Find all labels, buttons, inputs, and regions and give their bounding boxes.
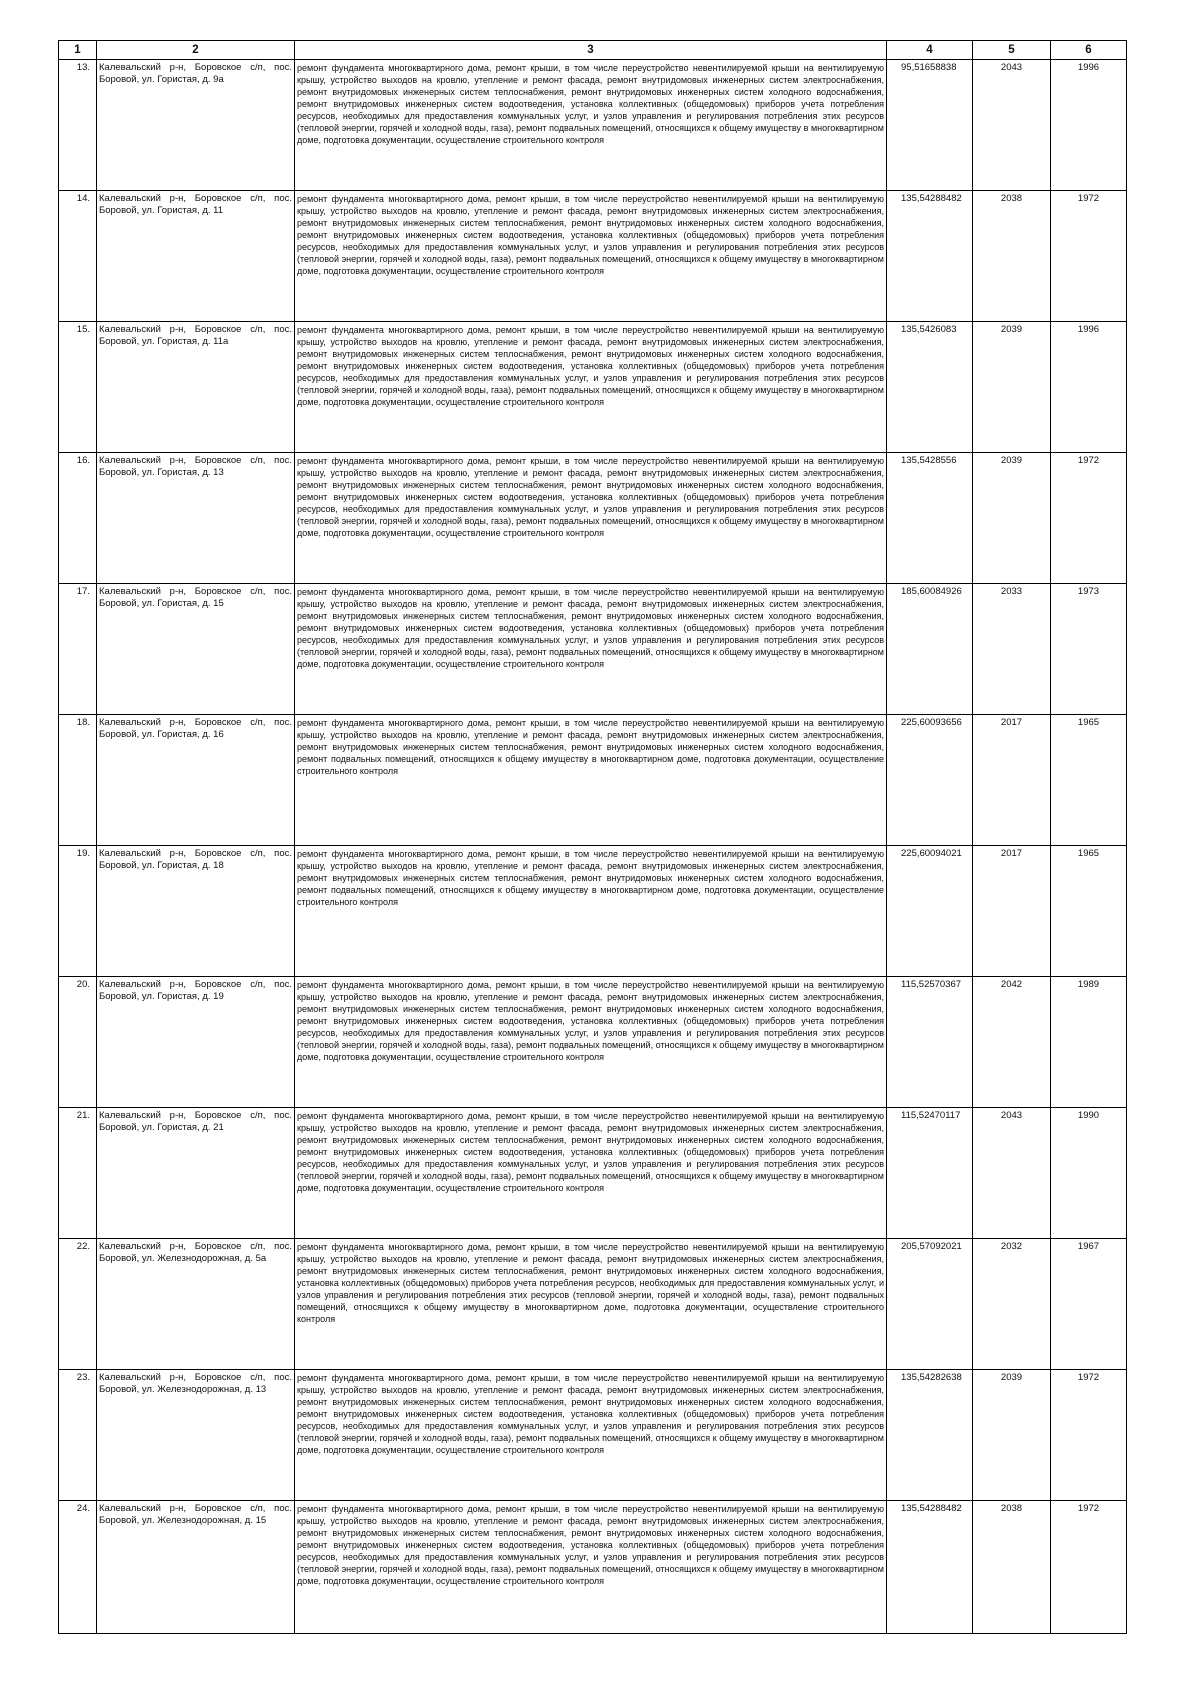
address-cell: Калевальский р-н, Боровское с/п, пос. Боровой, ул. Железнодорожная, д. 5а <box>97 1239 295 1370</box>
works-cell: ремонт фундамента многоквартирного дома, ремонт крыши, в том числе переустройство невентилируемой крыши на вентилируемую крышу, устройство выходов на кровлю, утепление и ремонт фасада, ремонт внутридомовых инженерных систем электроснабжения, ремонт внутридомовых инженерных систем теплоснабжения, ремонт внутридомовых инженерных систем холодного водоснабжения, ремонт подвальных помещений, относящихся к общему имуществу в многоквартирном доме, подготовка документации, осуществление строительного контроля <box>295 846 887 977</box>
year-built-cell: 1965 <box>1051 846 1127 977</box>
table-row <box>59 584 1127 715</box>
year-planned-cell: 2039 <box>973 453 1051 584</box>
year-built-cell: 1989 <box>1051 977 1127 1108</box>
table-row <box>59 977 1127 1108</box>
address-cell: Калевальский р-н, Боровское с/п, пос. Боровой, ул. Гористая, д. 21 <box>97 1108 295 1239</box>
table-row <box>59 191 1127 322</box>
row-number: 17. <box>59 584 97 715</box>
works-cell: ремонт фундамента многоквартирного дома, ремонт крыши, в том числе переустройство невентилируемой крыши на вентилируемую крышу, устройство выходов на кровлю, утепление и ремонт фасада, ремонт внутридомовых инженерных систем электроснабжения, ремонт внутридомовых инженерных систем теплоснабжения, ремонт внутридомовых инженерных систем холодного водоснабжения, ремонт внутридомовых инженерных систем водоотведения, установка коллективных (общедомовых) приборов учета потребления ресурсов, необходимых для предоставления коммунальных услуг, и узлов управления и регулирования потребления этих ресурсов (тепловой энергии, горячей и холодной воды, газа), ремонт подвальных помещений, относящихся к общему имуществу в многоквартирном доме, подготовка документации, осуществление строительного контроля <box>295 1370 887 1501</box>
row-number: 16. <box>59 453 97 584</box>
cost-cell: 115,52470117 <box>887 1108 973 1239</box>
year-planned-cell: 2043 <box>973 1108 1051 1239</box>
address-cell: Калевальский р-н, Боровское с/п, пос. Боровой, ул. Гористая, д. 15 <box>97 584 295 715</box>
cost-cell: 225,60094021 <box>887 846 973 977</box>
table-row <box>59 1239 1127 1370</box>
column-header-4: 4 <box>887 41 973 60</box>
cost-cell: 185,60084926 <box>887 584 973 715</box>
table-row <box>59 715 1127 846</box>
table-row <box>59 1501 1127 1634</box>
works-cell: ремонт фундамента многоквартирного дома, ремонт крыши, в том числе переустройство невентилируемой крыши на вентилируемую крышу, устройство выходов на кровлю, утепление и ремонт фасада, ремонт внутридомовых инженерных систем электроснабжения, ремонт внутридомовых инженерных систем теплоснабжения, ремонт внутридомовых инженерных систем холодного водоснабжения, ремонт внутридомовых инженерных систем водоотведения, установка коллективных (общедомовых) приборов учета потребления ресурсов, необходимых для предоставления коммунальных услуг, и узлов управления и регулирования потребления этих ресурсов (тепловой энергии, горячей и холодной воды, газа), ремонт подвальных помещений, относящихся к общему имуществу в многоквартирном доме, подготовка документации, осуществление строительного контроля <box>295 977 887 1108</box>
year-built-cell: 1990 <box>1051 1108 1127 1239</box>
table-row <box>59 60 1127 191</box>
year-planned-cell: 2017 <box>973 715 1051 846</box>
works-cell: ремонт фундамента многоквартирного дома, ремонт крыши, в том числе переустройство невентилируемой крыши на вентилируемую крышу, устройство выходов на кровлю, утепление и ремонт фасада, ремонт внутридомовых инженерных систем электроснабжения, ремонт внутридомовых инженерных систем теплоснабжения, ремонт внутридомовых инженерных систем холодного водоснабжения, ремонт внутридомовых инженерных систем водоотведения, установка коллективных (общедомовых) приборов учета потребления ресурсов, необходимых для предоставления коммунальных услуг, и узлов управления и регулирования потребления этих ресурсов (тепловой энергии, горячей и холодной воды, газа), ремонт подвальных помещений, относящихся к общему имуществу в многоквартирном доме, подготовка документации, осуществление строительного контроля <box>295 1108 887 1239</box>
address-cell: Калевальский р-н, Боровское с/п, пос. Боровой, ул. Гористая, д. 18 <box>97 846 295 977</box>
year-built-cell: 1973 <box>1051 584 1127 715</box>
column-header-2: 2 <box>97 41 295 60</box>
row-number: 15. <box>59 322 97 453</box>
year-built-cell: 1967 <box>1051 1239 1127 1370</box>
table-row <box>59 322 1127 453</box>
year-planned-cell: 2043 <box>973 60 1051 191</box>
row-number: 18. <box>59 715 97 846</box>
address-cell: Калевальский р-н, Боровское с/п, пос. Боровой, ул. Гористая, д. 16 <box>97 715 295 846</box>
column-header-6: 6 <box>1051 41 1127 60</box>
year-planned-cell: 2033 <box>973 584 1051 715</box>
column-header-5: 5 <box>973 41 1051 60</box>
works-cell: ремонт фундамента многоквартирного дома, ремонт крыши, в том числе переустройство невентилируемой крыши на вентилируемую крышу, устройство выходов на кровлю, утепление и ремонт фасада, ремонт внутридомовых инженерных систем электроснабжения, ремонт внутридомовых инженерных систем теплоснабжения, ремонт внутридомовых инженерных систем холодного водоснабжения, ремонт внутридомовых инженерных систем водоотведения, установка коллективных (общедомовых) приборов учета потребления ресурсов, необходимых для предоставления коммунальных услуг, и узлов управления и регулирования потребления этих ресурсов (тепловой энергии, горячей и холодной воды, газа), ремонт подвальных помещений, относящихся к общему имуществу в многоквартирном доме, подготовка документации, осуществление строительного контроля <box>295 60 887 191</box>
year-built-cell: 1996 <box>1051 322 1127 453</box>
table-row <box>59 1370 1127 1501</box>
address-cell: Калевальский р-н, Боровское с/п, пос. Боровой, ул. Гористая, д. 11 <box>97 191 295 322</box>
year-planned-cell: 2038 <box>973 191 1051 322</box>
year-built-cell: 1972 <box>1051 191 1127 322</box>
year-planned-cell: 2039 <box>973 322 1051 453</box>
works-table <box>58 40 1127 1634</box>
row-number: 21. <box>59 1108 97 1239</box>
column-header-3: 3 <box>295 41 887 60</box>
year-built-cell: 1972 <box>1051 1370 1127 1501</box>
address-cell: Калевальский р-н, Боровское с/п, пос. Боровой, ул. Гористая, д. 11а <box>97 322 295 453</box>
cost-cell: 135,54288482 <box>887 1501 973 1634</box>
works-cell: ремонт фундамента многоквартирного дома, ремонт крыши, в том числе переустройство невентилируемой крыши на вентилируемую крышу, устройство выходов на кровлю, утепление и ремонт фасада, ремонт внутридомовых инженерных систем электроснабжения, ремонт внутридомовых инженерных систем теплоснабжения, ремонт внутридомовых инженерных систем холодного водоснабжения, установка коллективных (общедомовых) приборов учета потребления ресурсов, необходимых для предоставления коммунальных услуг, и узлов управления и регулирования потребления этих ресурсов (тепловой энергии, горячей и холодной воды, газа), ремонт подвальных помещений, относящихся к общему имуществу в многоквартирном доме, подготовка документации, осуществление строительного контроля <box>295 1239 887 1370</box>
works-cell: ремонт фундамента многоквартирного дома, ремонт крыши, в том числе переустройство невентилируемой крыши на вентилируемую крышу, устройство выходов на кровлю, утепление и ремонт фасада, ремонт внутридомовых инженерных систем электроснабжения, ремонт внутридомовых инженерных систем теплоснабжения, ремонт внутридомовых инженерных систем холодного водоснабжения, ремонт внутридомовых инженерных систем водоотведения, установка коллективных (общедомовых) приборов учета потребления ресурсов, необходимых для предоставления коммунальных услуг, и узлов управления и регулирования потребления этих ресурсов (тепловой энергии, горячей и холодной воды, газа), ремонт подвальных помещений, относящихся к общему имуществу в многоквартирном доме, подготовка документации, осуществление строительного контроля <box>295 1501 887 1634</box>
cost-cell: 135,5426083 <box>887 322 973 453</box>
row-number: 23. <box>59 1370 97 1501</box>
cost-cell: 135,5428556 <box>887 453 973 584</box>
row-number: 19. <box>59 846 97 977</box>
year-planned-cell: 2032 <box>973 1239 1051 1370</box>
cost-cell: 135,54282638 <box>887 1370 973 1501</box>
cost-cell: 205,57092021 <box>887 1239 973 1370</box>
works-cell: ремонт фундамента многоквартирного дома, ремонт крыши, в том числе переустройство невентилируемой крыши на вентилируемую крышу, устройство выходов на кровлю, утепление и ремонт фасада, ремонт внутридомовых инженерных систем электроснабжения, ремонт внутридомовых инженерных систем теплоснабжения, ремонт внутридомовых инженерных систем холодного водоснабжения, ремонт внутридомовых инженерных систем водоотведения, установка коллективных (общедомовых) приборов учета потребления ресурсов, необходимых для предоставления коммунальных услуг, и узлов управления и регулирования потребления этих ресурсов (тепловой энергии, горячей и холодной воды, газа), ремонт подвальных помещений, относящихся к общему имуществу в многоквартирном доме, подготовка документации, осуществление строительного контроля <box>295 453 887 584</box>
row-number: 13. <box>59 60 97 191</box>
row-number: 20. <box>59 977 97 1108</box>
year-built-cell: 1972 <box>1051 1501 1127 1634</box>
address-cell: Калевальский р-н, Боровское с/п, пос. Боровой, ул. Гористая, д. 13 <box>97 453 295 584</box>
year-planned-cell: 2038 <box>973 1501 1051 1634</box>
table-row <box>59 453 1127 584</box>
address-cell: Калевальский р-н, Боровское с/п, пос. Боровой, ул. Гористая, д. 9а <box>97 60 295 191</box>
row-number: 22. <box>59 1239 97 1370</box>
address-cell: Калевальский р-н, Боровское с/п, пос. Боровой, ул. Железнодорожная, д. 13 <box>97 1370 295 1501</box>
year-planned-cell: 2039 <box>973 1370 1051 1501</box>
cost-cell: 115,52570367 <box>887 977 973 1108</box>
year-planned-cell: 2042 <box>973 977 1051 1108</box>
works-cell: ремонт фундамента многоквартирного дома, ремонт крыши, в том числе переустройство невентилируемой крыши на вентилируемую крышу, устройство выходов на кровлю, утепление и ремонт фасада, ремонт внутридомовых инженерных систем электроснабжения, ремонт внутридомовых инженерных систем теплоснабжения, ремонт внутридомовых инженерных систем холодного водоснабжения, ремонт внутридомовых инженерных систем водоотведения, установка коллективных (общедомовых) приборов учета потребления ресурсов, необходимых для предоставления коммунальных услуг, и узлов управления и регулирования потребления этих ресурсов (тепловой энергии, горячей и холодной воды, газа), ремонт подвальных помещений, относящихся к общему имуществу в многоквартирном доме, подготовка документации, осуществление строительного контроля <box>295 584 887 715</box>
row-number: 24. <box>59 1501 97 1634</box>
table-row <box>59 1108 1127 1239</box>
works-cell: ремонт фундамента многоквартирного дома, ремонт крыши, в том числе переустройство невентилируемой крыши на вентилируемую крышу, устройство выходов на кровлю, утепление и ремонт фасада, ремонт внутридомовых инженерных систем электроснабжения, ремонт внутридомовых инженерных систем теплоснабжения, ремонт внутридомовых инженерных систем холодного водоснабжения, ремонт внутридомовых инженерных систем водоотведения, установка коллективных (общедомовых) приборов учета потребления ресурсов, необходимых для предоставления коммунальных услуг, и узлов управления и регулирования потребления этих ресурсов (тепловой энергии, горячей и холодной воды, газа), ремонт подвальных помещений, относящихся к общему имуществу в многоквартирном доме, подготовка документации, осуществление строительного контроля <box>295 191 887 322</box>
year-built-cell: 1965 <box>1051 715 1127 846</box>
column-header-1: 1 <box>59 41 97 60</box>
address-cell: Калевальский р-н, Боровское с/п, пос. Боровой, ул. Гористая, д. 19 <box>97 977 295 1108</box>
cost-cell: 95,51658838 <box>887 60 973 191</box>
works-cell: ремонт фундамента многоквартирного дома, ремонт крыши, в том числе переустройство невентилируемой крыши на вентилируемую крышу, устройство выходов на кровлю, утепление и ремонт фасада, ремонт внутридомовых инженерных систем электроснабжения, ремонт внутридомовых инженерных систем теплоснабжения, ремонт внутридомовых инженерных систем холодного водоснабжения, ремонт подвальных помещений, относящихся к общему имуществу в многоквартирном доме, подготовка документации, осуществление строительного контроля <box>295 715 887 846</box>
header-row <box>59 41 1127 60</box>
row-number: 14. <box>59 191 97 322</box>
cost-cell: 135,54288482 <box>887 191 973 322</box>
cost-cell: 225,60093656 <box>887 715 973 846</box>
year-built-cell: 1972 <box>1051 453 1127 584</box>
year-built-cell: 1996 <box>1051 60 1127 191</box>
works-cell: ремонт фундамента многоквартирного дома, ремонт крыши, в том числе переустройство невентилируемой крыши на вентилируемую крышу, устройство выходов на кровлю, утепление и ремонт фасада, ремонт внутридомовых инженерных систем электроснабжения, ремонт внутридомовых инженерных систем теплоснабжения, ремонт внутридомовых инженерных систем холодного водоснабжения, ремонт внутридомовых инженерных систем водоотведения, установка коллективных (общедомовых) приборов учета потребления ресурсов, необходимых для предоставления коммунальных услуг, и узлов управления и регулирования потребления этих ресурсов (тепловой энергии, горячей и холодной воды, газа), ремонт подвальных помещений, относящихся к общему имуществу в многоквартирном доме, подготовка документации, осуществление строительного контроля <box>295 322 887 453</box>
table-row <box>59 846 1127 977</box>
year-planned-cell: 2017 <box>973 846 1051 977</box>
address-cell: Калевальский р-н, Боровское с/п, пос. Боровой, ул. Железнодорожная, д. 15 <box>97 1501 295 1634</box>
